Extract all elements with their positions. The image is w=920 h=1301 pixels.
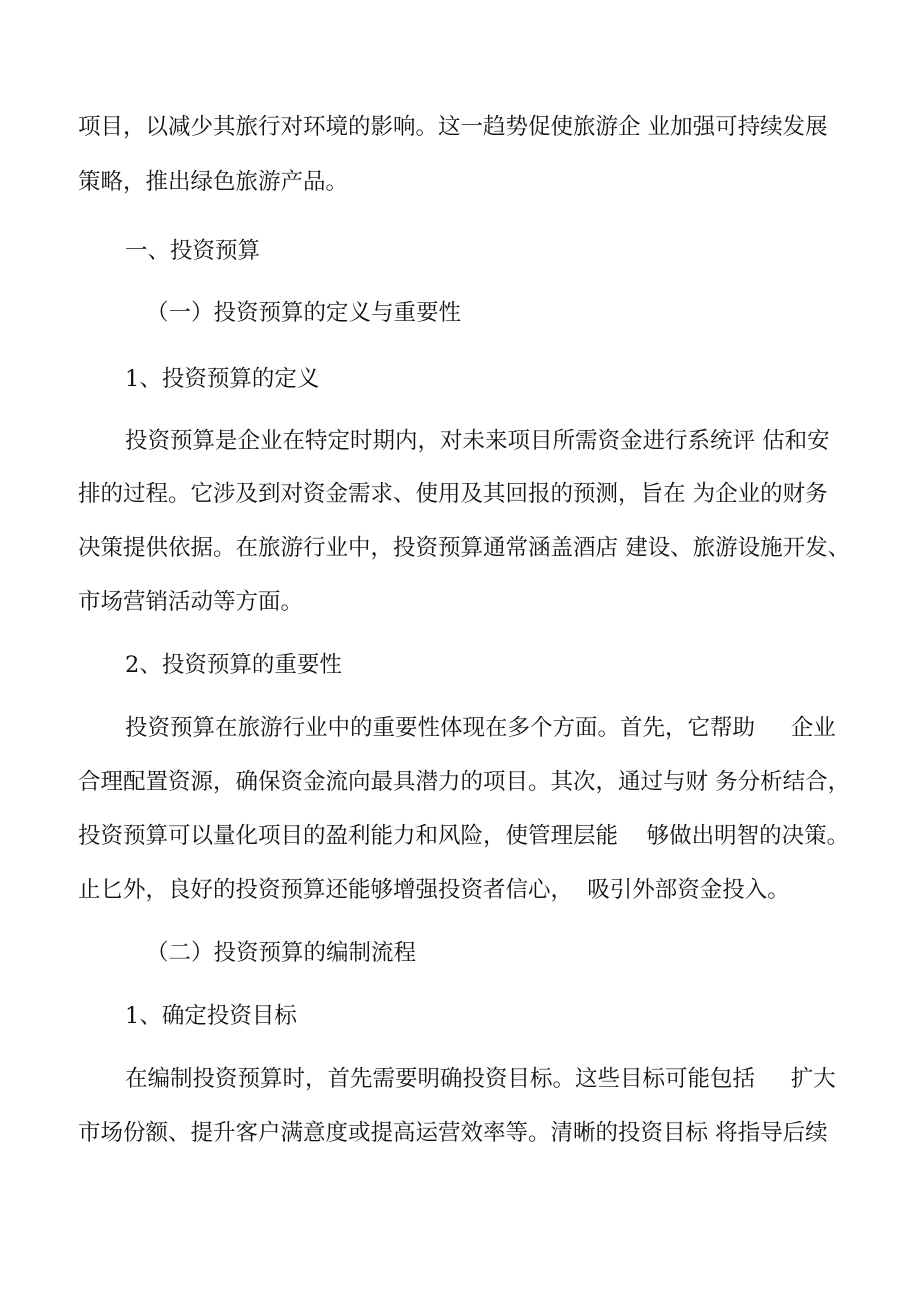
body-text-line: 排的过程。它涉及到对资金需求、使用及其回报的预测，旨在 为企业的财务: [78, 481, 828, 507]
body-text-line: 投资预算在旅游行业中的重要性体现在多个方面。首先，它帮助 企业: [125, 715, 836, 741]
body-text-line: 市场营销活动等方面。: [78, 589, 304, 615]
body-text-line: 投资预算可以量化项目的盈利能力和风险，使管理层能 够做出明智的决策。: [78, 823, 850, 849]
body-text-line: 投资预算是企业在特定时期内，对未来项目所需资金进行系统评 估和安: [125, 428, 830, 454]
body-text-line: 项目，以减少其旅行对环境的影响。这一趋势促使旅游企 业加强可持续发展: [78, 114, 828, 140]
body-text-line: 在编制投资预算时，首先需要明确投资目标。这些目标可能包括 扩大: [125, 1066, 836, 1092]
item-heading: 1、确定投资目标: [125, 1003, 297, 1029]
body-text-line: 市场份额、提升客户满意度或提高运营效率等。清晰的投资目标 将指导后续: [78, 1120, 828, 1146]
item-heading: 1、投资预算的定义: [125, 366, 320, 392]
body-text-line: 策略，推出绿色旅游产品。: [78, 169, 349, 195]
item-heading: 2、投资预算的重要性: [125, 652, 342, 678]
body-text-line: 止匕外，良好的投资预算还能够增强投资者信心， 吸引外部资金投入。: [78, 877, 790, 903]
body-text-line: 决策提供依据。在旅游行业中，投资预算通常涵盖酒店 建设、旅游设施开发、: [78, 535, 851, 561]
section-heading: 一、投资预算: [125, 238, 261, 264]
body-text-line: 合理配置资源，确保资金流向最具潜力的项目。其次，通过与财 务分析结合，: [78, 769, 851, 795]
subsection-heading: （二）投资预算的编制流程: [146, 940, 417, 966]
subsection-heading: （一）投资预算的定义与重要性: [146, 300, 462, 326]
